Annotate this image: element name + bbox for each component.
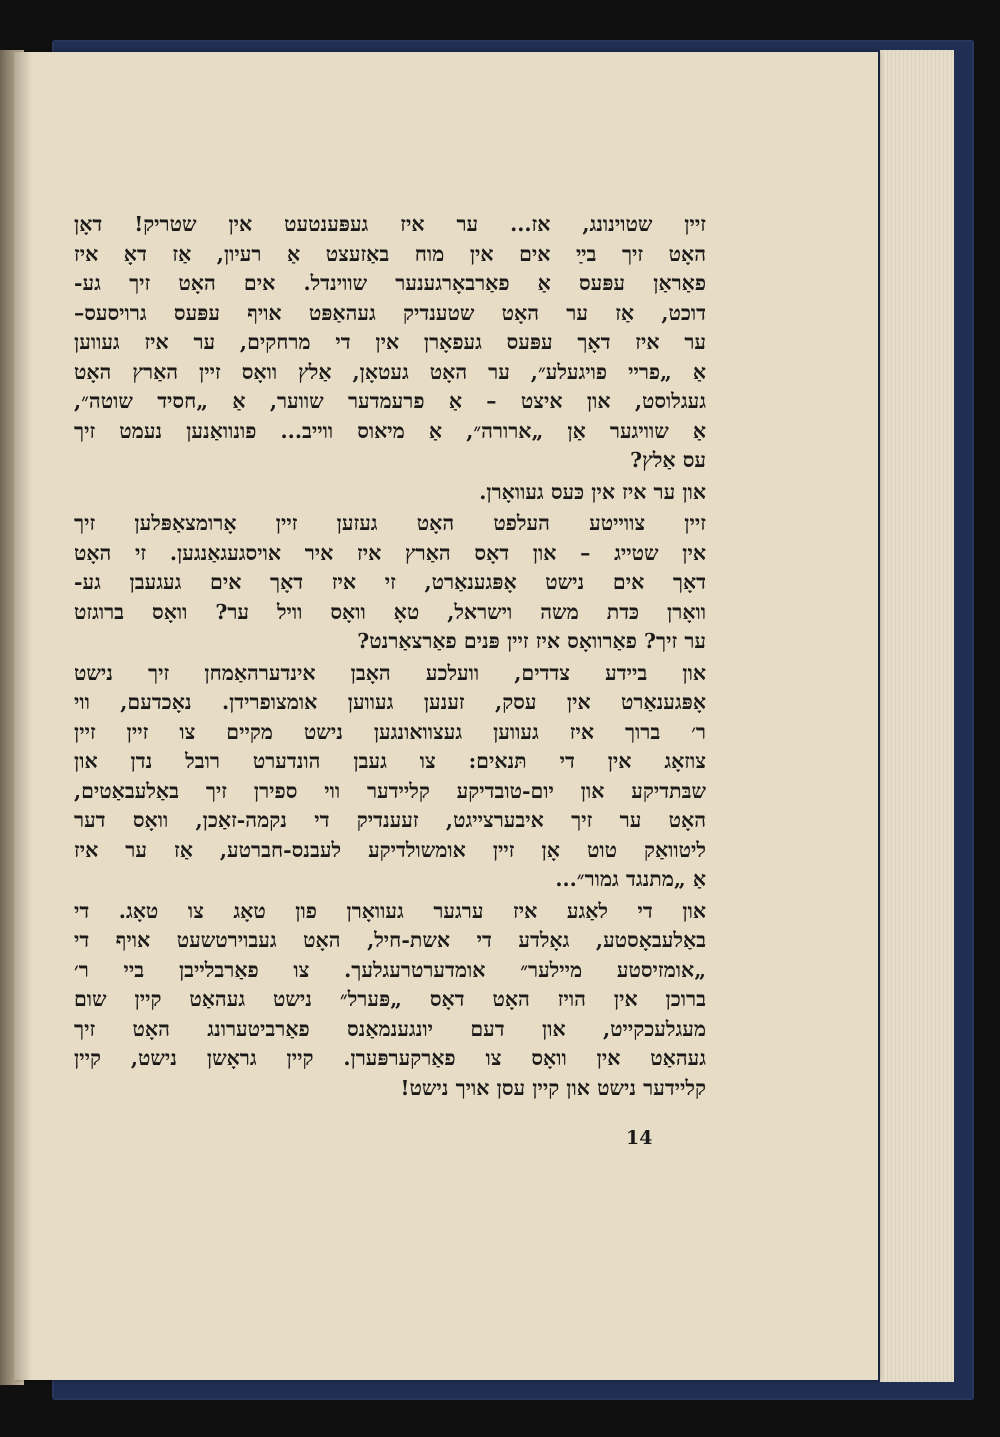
text-line: אין שטייג – און דאָס האַרץ איז איר אויסגעגאַנגען. זי האָט (74, 540, 706, 565)
text-line: צוזאָג אין די תּנאים: צו געבן הונדערט רובל נדן און (74, 749, 706, 773)
text-line: זיין צווייטע העלפט האָט געזען זיין אָרומצאַפּלען זיך (74, 511, 706, 535)
text-line: ליטוואַק טוט אָן זיין אומשולדיקע לעבנס-חברטע, אַז ער איז (74, 837, 706, 862)
text-line: און ער איז אין כּעס געוואָרן. (479, 479, 706, 504)
page-text-block (74, 210, 706, 1103)
book-page (14, 52, 878, 1380)
text-line: מעגלעכקייט, און דעם יונגענמאַנס פאַרביטערונג האָט זיך (74, 1016, 706, 1041)
text-line: האָט ער זיך איבערצייגט, זעענדיק די נקמה-זאַכן, וואָס דער (74, 808, 706, 832)
page-stack-edge (880, 50, 954, 1382)
text-line: שבּתדיקע און יום-טובדיקע קליידער ווי ספירן זיך באַלעבאַטים, (74, 778, 706, 803)
text-line: באַלעבאָסטע, גאָלדע די אשת-חיל, האָט געבוירטשעט אויף די (74, 928, 706, 952)
paragraph (74, 897, 706, 1104)
text-line: פאַראַן עפּעס אַ פאַרבאָרגענער שווינדל. אים האָט זיך גע- (74, 271, 706, 295)
paragraph (74, 210, 706, 476)
text-line: אַ „מתנגד גמור״... (555, 867, 706, 891)
page-gutter-shadow (14, 52, 32, 1380)
text-line: „אומזיסטע מיילער״ אומדערטרעגלעך. צו פאַרבלייבן ביי ר׳ (74, 957, 706, 982)
text-line: אַ שוויגער אַן „ארורה״, אַ מיאוס ווייב... פונוואַנען נעמט זיך (74, 418, 706, 443)
text-line: געגלוסט, און איצט – אַ פרעמדער שווער, אַ „חסיד שוטה״, (74, 389, 706, 413)
text-line: און די לאַגע איז ערגער געוואָרן פון טאָג צו טאָג. די (74, 898, 706, 923)
text-line: קליידער נישט און קיין עסן אויך נישט! (400, 1075, 706, 1100)
text-line: און ביידע צדדים, וועלכע האָבן אינדערהאַמחן זיך נישט (74, 660, 706, 685)
text-line: ער איז דאָך עפּעס געפאָרן אין די מרחקים, ער איז געווען (74, 330, 706, 354)
text-line: עס אַלץ? (630, 448, 706, 472)
text-line: האָט זיך בײַ אים אין מוח באַזעצט אַ רעיון, אַז דאָ איז (74, 241, 706, 266)
text-line: וואָרן כּדת משה וישראל, טאָ וואָס וויל ער? וואָס ברוגזט (74, 599, 706, 624)
paragraph (74, 659, 706, 895)
text-line: אַ „פריי פויגעלע״, ער האָט געטאָן, אַלץ וואָס זיין האַרץ האָט (74, 359, 706, 384)
text-line: ר׳ ברוך איז געווען געצוואונגען נישט מקיים צו זיין זיין (74, 719, 706, 744)
text-line: דאָך אים נישט אָפּגענאַרט, זי איז דאָך אים געגעבן גע- (74, 570, 706, 594)
paragraph (74, 509, 706, 657)
paragraph (74, 478, 706, 508)
text-line: אָפּגענאַרט אין עסק, זענען געווען אומצופרידן. נאָכדעם, ווי (74, 690, 706, 714)
text-line: ברוכן אין הויז האָט דאָס „פּערל״ נישט געהאַט קיין שום (74, 987, 706, 1011)
text-line: ער זיך? פאַרוואָס איז זיין פּנים פאַרצאַרנט? (357, 629, 706, 653)
page-number: 14 (626, 1127, 653, 1149)
text-line: דוכט, אַז ער האָט שטענדיק געהאַפּט אויף עפּעס גרויסעס– (74, 300, 706, 325)
text-line: געהאַט אין וואָס צו פאַרקערפּערן. קיין גראָשן נישט, קיין (74, 1046, 706, 1070)
text-line: זיין שטוינונג, אז... ער איז געפּענטעט אין שטריק! דאָן (74, 212, 706, 236)
